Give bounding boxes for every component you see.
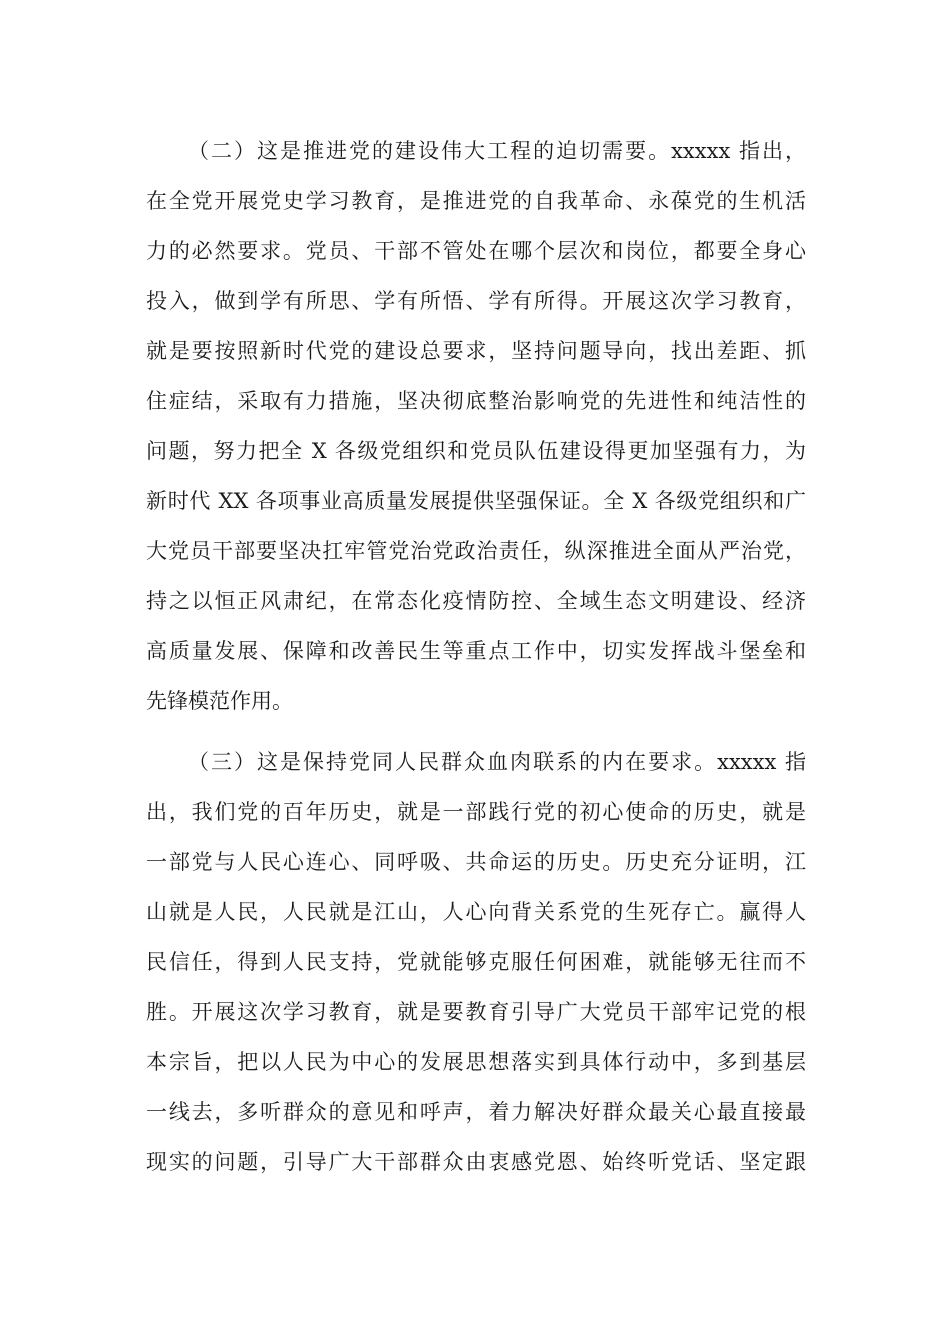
text-line: （三）这是保持党同人民群众血肉联系的内在要求。xxxxx 指 xyxy=(188,750,806,774)
text-line: 一线去，多听群众的意见和呼声，着力解决好群众最关心最直接最 xyxy=(146,1100,806,1124)
text-line: 本宗旨，把以人民为中心的发展思想落实到具体行动中，多到基层 xyxy=(146,1050,806,1074)
text-line: 高质量发展、保障和改善民生等重点工作中，切实发挥战斗堡垒和 xyxy=(146,639,806,663)
text-line: 民信任，得到人民支持，党就能够克服任何困难，就能够无往而不 xyxy=(146,950,806,974)
text-line: 先锋模范作用。 xyxy=(146,689,293,713)
text-line: 力的必然要求。党员、干部不管处在哪个层次和岗位，都要全身心 xyxy=(146,239,806,263)
text-line: 新时代 XX 各项事业高质量发展提供坚强保证。全 X 各级党组织和广 xyxy=(146,489,806,513)
text-line: 胜。开展这次学习教育，就是要教育引导广大党员干部牢记党的根 xyxy=(146,1000,806,1024)
text-line: 现实的问题，引导广大干部群众由衷感党恩、始终听党话、坚定跟 xyxy=(146,1150,806,1174)
text-line: （二）这是推进党的建设伟大工程的迫切需要。xxxxx 指出， xyxy=(188,139,806,163)
text-line: 一部党与人民心连心、同呼吸、共命运的历史。历史充分证明，江 xyxy=(146,850,806,874)
text-line: 投入，做到学有所思、学有所悟、学有所得。开展这次学习教育， xyxy=(146,289,806,313)
text-line: 在全党开展党史学习教育，是推进党的自我革命、永葆党的生机活 xyxy=(146,189,806,213)
text-line: 问题，努力把全 X 各级党组织和党员队伍建设得更加坚强有力，为 xyxy=(146,439,806,463)
text-line: 山就是人民，人民就是江山，人心向背关系党的生死存亡。赢得人 xyxy=(146,900,806,924)
text-line: 出，我们党的百年历史，就是一部践行党的初心使命的历史，就是 xyxy=(146,800,806,824)
text-line: 持之以恒正风肃纪，在常态化疫情防控、全域生态文明建设、经济 xyxy=(146,589,806,613)
text-line: 大党员干部要坚决扛牢管党治党政治责任，纵深推进全面从严治党， xyxy=(146,539,806,563)
text-line: 就是要按照新时代党的建设总要求，坚持问题导向，找出差距、抓 xyxy=(146,339,806,363)
text-line: 住症结，采取有力措施，坚决彻底整治影响党的先进性和纯洁性的 xyxy=(146,389,806,413)
